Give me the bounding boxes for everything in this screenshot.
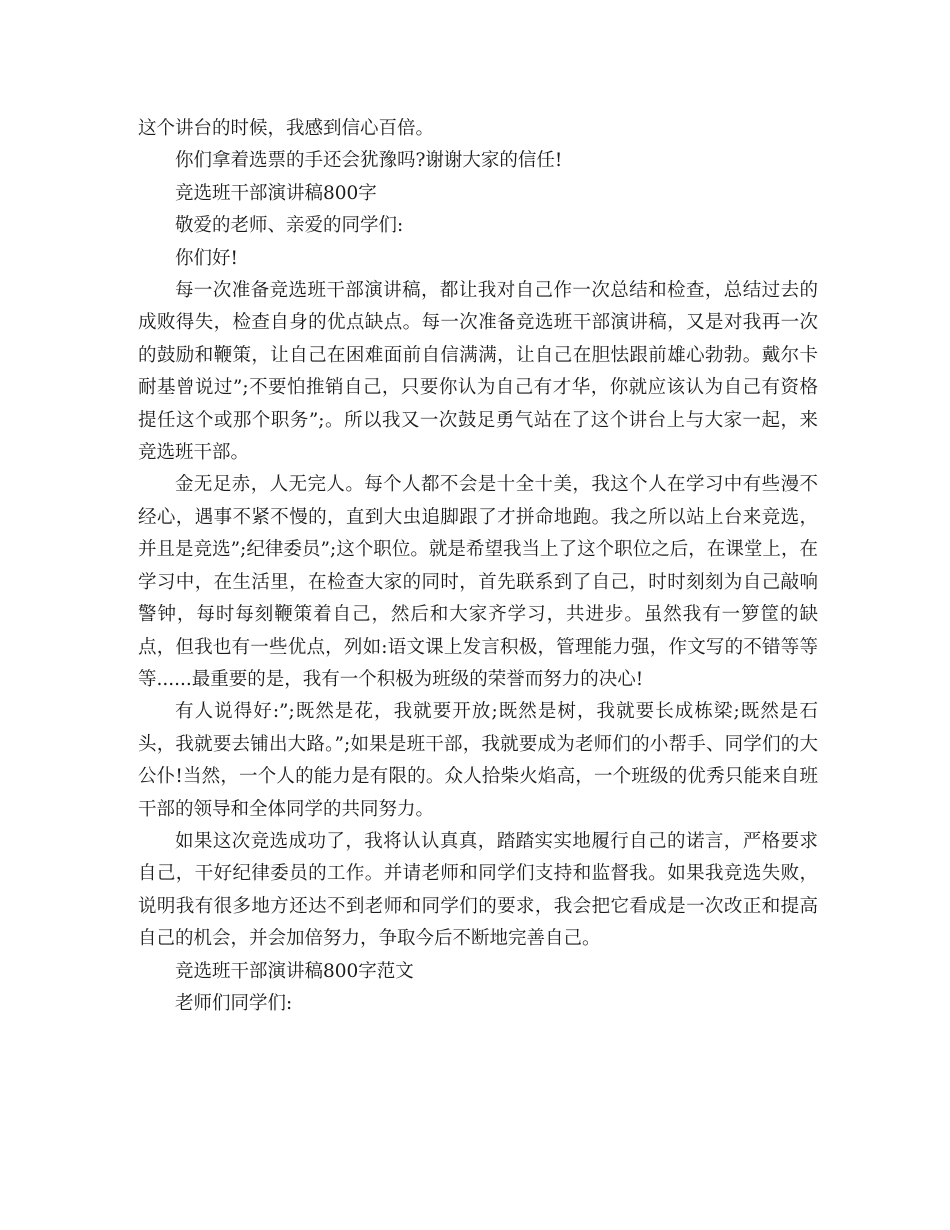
section-heading: 竞选班干部演讲稿800字范文: [175, 960, 414, 982]
paragraph-continuation: 这个讲台的时候，我感到信心百倍。: [138, 118, 435, 139]
paragraph: 如果这次竞选成功了，我将认认真真，踏踏实实地履行自己的诺言，严格要求自己，干好纪律委员的工作。并请老师和同学们支持和监督我。如果我竞选失败，说明我有很多地方还达不到老师和同学们的要求，我会把它看成是一次改正和提高自己的机会，并会加倍努力，争取今后不断地完善自己。: [138, 830, 818, 950]
section-heading: 竞选班干部演讲稿800字: [175, 182, 377, 204]
document-body: [138, 113, 818, 1020]
paragraph: 你们拿着选票的手还会犹豫吗?谢谢大家的信任!: [175, 150, 563, 172]
greeting: 你们好!: [175, 247, 238, 269]
paragraph: 每一次准备竞选班干部演讲稿，都让我对自己作一次总结和检查，总结过去的成败得失，检查自身的优点缺点。每一次准备竞选班干部演讲稿，又是对我再一次的鼓励和鞭策，让自己在困难面前自信满满，让自己在胆怯跟前雄心勃勃。戴尔卡耐基曾说过”;不要怕推销自己，只要你认为自己有才华，你就应该认为自己有资格提任这个或那个职务”;。所以我又一次鼓足勇气站在了这个讲台上与大家一起，来竞选班干部。: [138, 280, 818, 464]
salutation: 敬爱的老师、亲爱的同学们:: [175, 215, 404, 237]
salutation: 老师们同学们:: [175, 992, 293, 1014]
paragraph: 金无足赤，人无完人。每个人都不会是十全十美，我这个人在学习中有些漫不经心，遇事不紧不慢的，直到大虫追脚跟了才拼命地跑。我之所以站上台来竞选，并且是竞选”;纪律委员”;这个职位。就是希望我当上了这个职位之后，在课堂上，在学习中，在生活里，在检查大家的同时，首先联系到了自己，时时刻刻为自己敲响警钟，每时每刻鞭策着自己，然后和大家齐学习，共进步。虽然我有一箩筐的缺点，但我也有一些优点，列如:语文课上发言积极，管理能力强，作文写的不错等等等......最重要的是，我有一个积极为班级的荣誉而努力的决心!: [138, 474, 818, 690]
paragraph: 有人说得好:”;既然是花，我就要开放;既然是树，我就要长成栋梁;既然是石头，我就要去铺出大路。”;如果是班干部，我就要成为老师们的小帮手、同学们的大公仆!当然，一个人的能力是有限的。众人拾柴火焰高，一个班级的优秀只能来自班干部的领导和全体同学的共同努力。: [138, 701, 818, 820]
